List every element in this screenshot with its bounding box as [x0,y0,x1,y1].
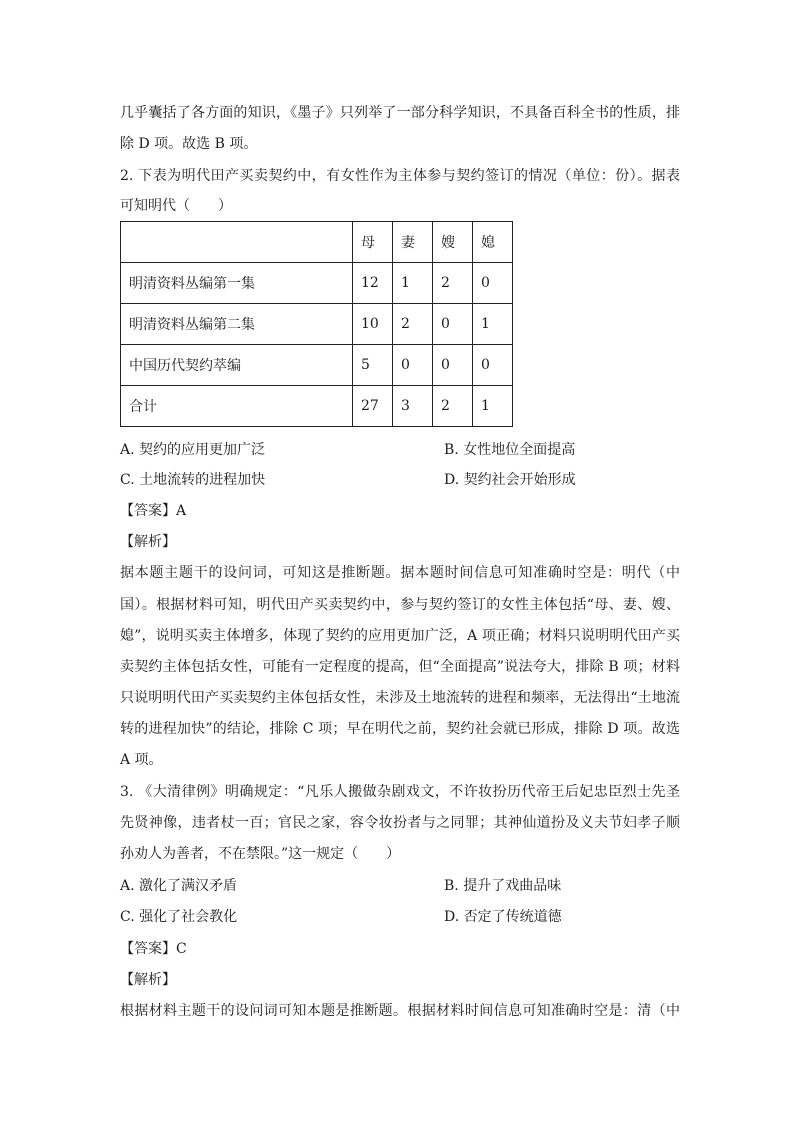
q2-stem-line-1: 2. 下表为明代田产买卖契约中，有女性作为主体参与契约签订的情况（单位：份）。据表 [120,168,680,184]
table-cell: 0 [433,304,473,345]
q2-analysis-line: 据本题主题干的设问词，可知这是推断题。据本题时间信息可知准确时空是：明代（中 [120,565,680,581]
table-cell: 27 [353,386,393,427]
q3-stem-line: 先贤神像，违者杖一百；官民之家，容令妆扮者与之同罪；其神仙道扮及义夫节妇孝子顺 [120,815,680,831]
q2-analysis-line: A 项。 [120,752,163,768]
q2-analysis-line: 转的进程加快”的结论，排除 C 项；早在明代之前，契约社会就已形成，排除 D 项。故选 [120,721,680,737]
table-cell: 1 [393,263,433,304]
table-header-cell: 妻 [393,222,433,263]
table-cell: 1 [473,386,513,427]
q3-analysis-label: 【解析】 [120,972,176,988]
q3-analysis-line: 根据材料主题干的设问词可知本题是推断题。根据材料时间信息可知准确时空是：清（中 [120,1003,680,1019]
table-cell: 0 [433,345,473,386]
q3-option-b: B. 提升了戏曲品味 [444,878,562,894]
table-row [121,345,513,386]
table-row [121,304,513,345]
q2-analysis-label: 【解析】 [120,534,176,550]
table-cell: 0 [393,345,433,386]
table-cell: 合计 [121,386,353,427]
table-header-cell: 媳 [473,222,513,263]
table-header-cell [121,222,353,263]
q2-analysis-line: 只说明明代田产买卖契约主体包括女性，未涉及土地流转的进程和频率，无法得出“土地流 [120,690,680,706]
intro-line-1: 几乎囊括了各方面的知识，《墨子》只列举了一部分科学知识，不具备百科全书的性质，排 [120,105,680,121]
table-header-row [121,222,513,263]
q2-option-d: D. 契约社会开始形成 [444,472,576,488]
table-cell: 0 [473,345,513,386]
q2-option-b: B. 女性地位全面提高 [444,442,576,458]
table-cell: 12 [353,263,393,304]
table-cell: 明清资料丛编第二集 [121,304,353,345]
table-cell: 10 [353,304,393,345]
table-row [121,386,513,427]
q2-analysis-line: 媳”，说明买卖主体增多，体现了契约的应用更加广泛，A 项正确；材料只说明明代田产买 [120,628,680,644]
q2-option-a: A. 契约的应用更加广泛 [120,442,266,458]
table-cell: 中国历代契约萃编 [121,345,353,386]
table-header-cell: 母 [353,222,393,263]
q2-answer: 【答案】A [120,503,187,519]
q2-stem-line-2: 可知明代（ ） [120,198,232,214]
q3-stem-line: 孙劝人为善者，不在禁限。”这一规定（ ） [120,846,401,862]
q2-option-c: C. 土地流转的进程加快 [120,472,266,488]
q3-answer: 【答案】C [120,941,187,957]
table-cell: 明清资料丛编第一集 [121,263,353,304]
table-row [121,263,513,304]
q2-data-table [120,221,513,427]
intro-line-2: 除 D 项。故选 B 项。 [120,136,258,152]
q2-analysis-line: 卖契约主体包括女性，可能有一定程度的提高，但“全面提高”说法夸大，排除 B 项；材料 [120,659,680,675]
table-cell: 2 [433,263,473,304]
table-cell: 1 [473,304,513,345]
q2-analysis-line: 国）。根据材料可知，明代田产买卖契约中，参与契约签订的女性主体包括“母、妻、嫂、 [120,597,680,613]
q3-option-d: D. 否定了传统道德 [444,909,562,925]
table-header-cell: 嫂 [433,222,473,263]
q3-option-c: C. 强化了社会教化 [120,909,238,925]
table-cell: 2 [393,304,433,345]
table-cell: 3 [393,386,433,427]
q3-stem-line: 3. 《大清律例》明确规定：“凡乐人搬做杂剧戏文，不许妆扮历代帝王后妃忠臣烈士先圣 [120,784,680,800]
table-cell: 2 [433,386,473,427]
q3-option-a: A. 激化了满汉矛盾 [120,878,238,894]
table-cell: 5 [353,345,393,386]
table-cell: 0 [473,263,513,304]
